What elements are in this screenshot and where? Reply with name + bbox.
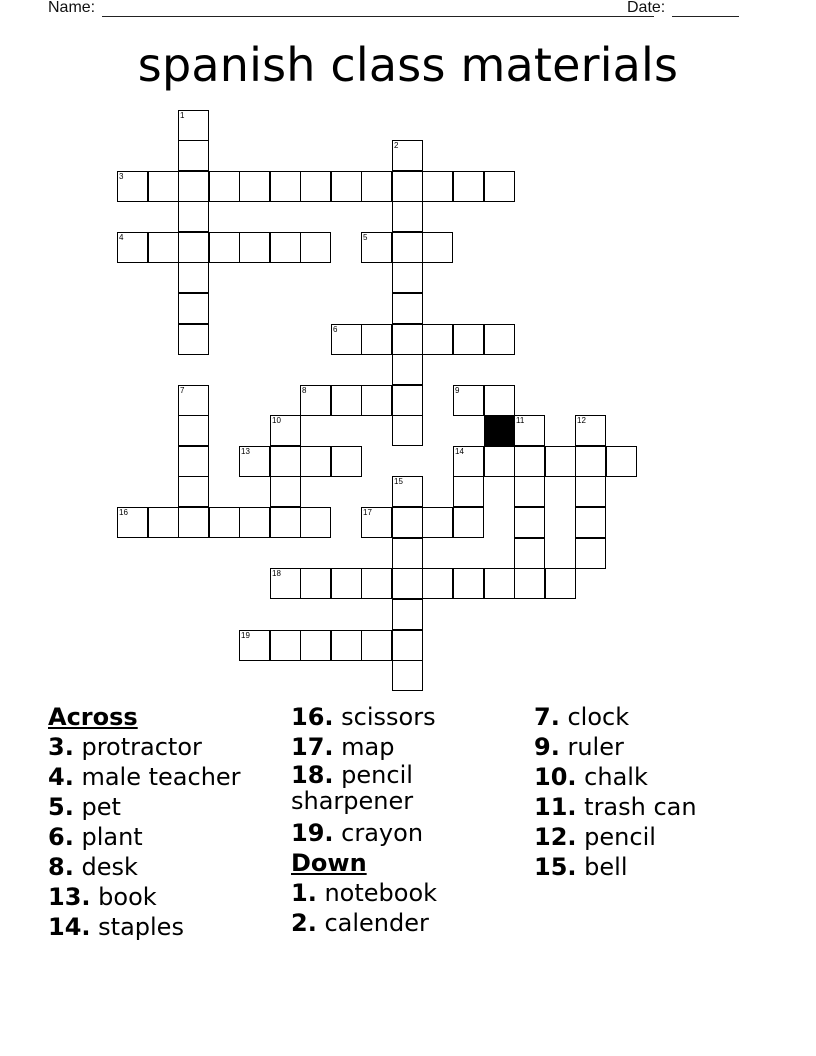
black-square [484, 415, 515, 446]
crossword-cell[interactable] [300, 232, 331, 263]
crossword-cell[interactable] [178, 201, 209, 232]
clues-column-2 [291, 702, 531, 938]
clue-down: 7. clock [534, 703, 630, 731]
clue-number-19: 19 [241, 631, 250, 640]
crossword-cell[interactable] [270, 568, 301, 599]
crossword-cell[interactable] [392, 171, 423, 202]
crossword-cell[interactable] [392, 201, 423, 232]
crossword-cell[interactable] [270, 630, 301, 661]
crossword-cell[interactable] [392, 354, 423, 385]
crossword-cell[interactable] [331, 324, 362, 355]
crossword-cell[interactable] [178, 507, 209, 538]
crossword-cell[interactable] [392, 140, 423, 171]
crossword-cell[interactable] [331, 446, 362, 477]
crossword-cell[interactable] [392, 293, 423, 324]
clue-number-1: 1 [180, 111, 185, 120]
crossword-cell[interactable] [484, 446, 515, 477]
crossword-cell[interactable] [514, 538, 545, 569]
crossword-cell[interactable] [575, 415, 606, 446]
crossword-cell[interactable] [575, 507, 606, 538]
clue-number-17: 17 [363, 508, 372, 517]
crossword-cell[interactable] [270, 446, 301, 477]
crossword-cell[interactable] [392, 262, 423, 293]
crossword-cell[interactable] [178, 110, 209, 141]
clue-number-15: 15 [394, 477, 403, 486]
clue-number-9: 9 [455, 386, 460, 395]
crossword-cell[interactable] [453, 446, 484, 477]
clue-down: 10. chalk [534, 763, 648, 791]
clue-number-5: 5 [363, 233, 368, 242]
crossword-cell[interactable] [148, 171, 179, 202]
crossword-cell[interactable] [209, 507, 240, 538]
clue-down: 11. trash can [534, 793, 697, 821]
clue-across: 19. crayon [291, 819, 424, 847]
clue-number-7: 7 [180, 386, 185, 395]
crossword-cell[interactable] [331, 171, 362, 202]
crossword-cell[interactable] [422, 324, 453, 355]
clue-number-2: 2 [394, 141, 399, 150]
clue-number-3: 3 [119, 172, 124, 181]
crossword-cell[interactable] [270, 415, 301, 446]
crossword-cell[interactable] [575, 538, 606, 569]
clue-across: 6. plant [48, 823, 143, 851]
crossword-cell[interactable] [575, 476, 606, 507]
crossword-cell[interactable] [117, 507, 148, 538]
crossword-cell[interactable] [392, 232, 423, 263]
clue-number-11: 11 [516, 416, 525, 425]
crossword-cell[interactable] [453, 507, 484, 538]
clue-down: 9. ruler [534, 733, 624, 761]
name-label: Name: [48, 0, 96, 16]
crossword-cell[interactable] [239, 171, 270, 202]
crossword-cell[interactable] [453, 385, 484, 416]
clue-across: 17. map [291, 733, 395, 761]
crossword-cell[interactable] [484, 171, 515, 202]
crossword-cell[interactable] [392, 538, 423, 569]
crossword-cell[interactable] [514, 415, 545, 446]
crossword-cell[interactable] [270, 476, 301, 507]
crossword-cell[interactable] [422, 232, 453, 263]
date-label: Date: [627, 0, 666, 16]
crossword-cell[interactable] [392, 568, 423, 599]
crossword-cell[interactable] [331, 630, 362, 661]
crossword-cell[interactable] [300, 507, 331, 538]
crossword-cell[interactable] [178, 324, 209, 355]
clue-number-14: 14 [455, 447, 464, 456]
crossword-cell[interactable] [392, 385, 423, 416]
crossword-cell[interactable] [178, 385, 209, 416]
crossword-cell[interactable] [514, 446, 545, 477]
crossword-cell[interactable] [361, 385, 392, 416]
clues-column-3 [534, 702, 774, 882]
clue-number-13: 13 [241, 447, 250, 456]
clue-across: 14. staples [48, 913, 184, 941]
crossword-cell[interactable] [545, 446, 576, 477]
crossword-cell[interactable] [392, 476, 423, 507]
crossword-cell[interactable] [300, 568, 331, 599]
crossword-cell[interactable] [453, 568, 484, 599]
crossword-cell[interactable] [270, 171, 301, 202]
crossword-cell[interactable] [117, 232, 148, 263]
clue-across: 4. male teacher [48, 763, 241, 791]
crossword-cell[interactable] [178, 446, 209, 477]
crossword-cell[interactable] [484, 568, 515, 599]
clue-across: 16. scissors [291, 703, 436, 731]
crossword-cell[interactable] [392, 507, 423, 538]
clue-number-4: 4 [119, 233, 124, 242]
crossword-cell[interactable] [117, 171, 148, 202]
crossword-cell[interactable] [209, 171, 240, 202]
crossword-cell[interactable] [361, 324, 392, 355]
puzzle-title: spanish class materials [137, 38, 679, 92]
crossword-cell[interactable] [484, 324, 515, 355]
crossword-cell[interactable] [270, 507, 301, 538]
crossword-cell[interactable] [300, 171, 331, 202]
crossword-cell[interactable] [422, 568, 453, 599]
crossword-cell[interactable] [361, 232, 392, 263]
clue-across: 13. book [48, 883, 157, 911]
crossword-cell[interactable] [392, 324, 423, 355]
clues-column-1 [48, 702, 288, 942]
clue-number-16: 16 [119, 508, 128, 517]
crossword-cell[interactable] [178, 262, 209, 293]
crossword-cell[interactable] [300, 385, 331, 416]
crossword-cell[interactable] [514, 568, 545, 599]
crossword-cell[interactable] [422, 171, 453, 202]
crossword-cell[interactable] [178, 232, 209, 263]
crossword-cell[interactable] [331, 385, 362, 416]
down-header: Down [291, 849, 367, 877]
crossword-cell[interactable] [239, 232, 270, 263]
clue-number-6: 6 [333, 325, 338, 334]
clue-number-12: 12 [577, 416, 586, 425]
crossword-cell[interactable] [148, 507, 179, 538]
clue-number-10: 10 [272, 416, 281, 425]
crossword-cell[interactable] [606, 446, 637, 477]
crossword-cell[interactable] [484, 385, 515, 416]
crossword-cell[interactable] [514, 507, 545, 538]
crossword-cell[interactable] [392, 630, 423, 661]
crossword-cell[interactable] [545, 568, 576, 599]
crossword-cell[interactable] [575, 446, 606, 477]
crossword-cell[interactable] [392, 660, 423, 691]
crossword-cell[interactable] [239, 630, 270, 661]
clue-across: 3. protractor [48, 733, 202, 761]
crossword-cell[interactable] [178, 293, 209, 324]
crossword-cell[interactable] [453, 324, 484, 355]
clue-across: 8. desk [48, 853, 138, 881]
clue-across: 5. pet [48, 793, 121, 821]
clue-down: 15. bell [534, 853, 628, 881]
crossword-cell[interactable] [361, 568, 392, 599]
clue-down: 1. notebook [291, 879, 438, 907]
crossword-cell[interactable] [209, 232, 240, 263]
clue-number-8: 8 [302, 386, 307, 395]
crossword-cell[interactable] [270, 232, 301, 263]
clue-down: 2. calender [291, 909, 429, 937]
crossword-cell[interactable] [148, 232, 179, 263]
crossword-cell[interactable] [178, 415, 209, 446]
crossword-cell[interactable] [392, 415, 423, 446]
crossword-cell[interactable] [453, 171, 484, 202]
crossword-cell[interactable] [392, 599, 423, 630]
crossword-cell[interactable] [453, 476, 484, 507]
crossword-cell[interactable] [361, 507, 392, 538]
clue-down: 12. pencil [534, 823, 656, 851]
crossword-cell[interactable] [361, 171, 392, 202]
crossword-cell[interactable] [178, 140, 209, 171]
clue-across: 18. pencil sharpener [291, 761, 414, 815]
crossword-cell[interactable] [239, 446, 270, 477]
clue-number-18: 18 [272, 569, 281, 578]
crossword-cell[interactable] [514, 476, 545, 507]
crossword-cell[interactable] [178, 476, 209, 507]
crossword-cell[interactable] [300, 446, 331, 477]
crossword-cell[interactable] [331, 568, 362, 599]
crossword-cell[interactable] [300, 630, 331, 661]
crossword-cell[interactable] [239, 507, 270, 538]
across-header: Across [48, 703, 138, 731]
crossword-cell[interactable] [361, 630, 392, 661]
crossword-cell[interactable] [422, 507, 453, 538]
crossword-cell[interactable] [178, 171, 209, 202]
